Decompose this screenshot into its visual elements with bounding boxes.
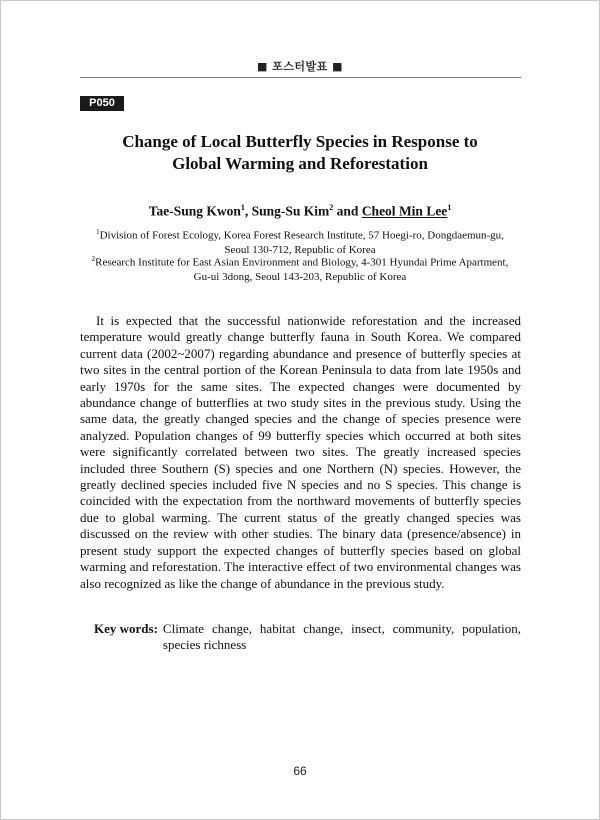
author-list	[60, 203, 540, 220]
presenting-author-name: Cheol Min Lee	[361, 203, 448, 219]
paper-title	[60, 131, 540, 175]
keywords-label: Key words:	[94, 621, 158, 636]
affiliation-text: Division of Forest Ecology, Korea Forest Research Institute, 57 Hoegi-ro, Dongdaemun-gu,	[99, 229, 504, 242]
poster-id-badge: P050	[80, 96, 124, 111]
affiliation-marker: 2	[329, 203, 334, 212]
affiliation-text: Research Institute for East Asian Environment and Biology, 4-301 Hyundai Prime Apartment,	[95, 256, 509, 269]
author-separator: ,	[244, 203, 252, 219]
abstract-paragraph: It is expected that the successful nationwide reforestation and the increased temperature would greatly change butterfly fauna in South Korea. We compared current data (2002~2007) regarding abundance and presence of butterfly species at two sites in the central portion of the Korean Peninsula to data from late 1950s and early 1970s for the same sites. The expected changes were documented by abundance change of butterflies at two study sites in the previous study. Using the same data, the greatly changed species and the change of species presence were analyzed. Population changes of 99 butterfly species which occurred at both sites were significantly correlated between two sites. The greatly increased species included three Southern (S) species and one Northern (N) species. However, the greatly declined species included five N species and no S species. This change is coincided with the expectation from the northward movements of butterfly species due to global warming. The current status of the greatly changed species was discussed on the review with other studies. The binary data (presence/absence) in present study support the expected changes of butterfly species based on global warming and reforestation. The interactive effect of two environmental changes was also recognized as like the change of abundance in the previous study.	[80, 313, 521, 591]
author-separator: and	[333, 203, 362, 219]
section-label: ■ 포스터발표 ■	[256, 60, 344, 73]
affiliation-line	[60, 252, 540, 270]
keywords-block	[94, 621, 521, 654]
page-number: 66	[293, 764, 307, 778]
author-name: Tae-Sung Kwon	[148, 203, 241, 219]
affiliation-marker: 1	[240, 203, 245, 212]
affiliation-2	[60, 252, 540, 284]
affiliation-marker: 1	[447, 203, 452, 212]
affiliation-line	[60, 225, 540, 243]
title-line-1: Change of Local Butterfly Species in Response to	[122, 132, 478, 151]
affiliation-marker: 2	[91, 255, 96, 263]
affiliation-marker: 1	[96, 228, 100, 236]
affiliation-line: Gu-ui 3dong, Seoul 143-203, Republic of Korea	[193, 270, 407, 283]
header-divider	[80, 77, 521, 78]
title-line-2: Global Warming and Reforestation	[172, 154, 428, 173]
author-name: Sung-Su Kim	[251, 203, 330, 219]
affiliation-line: Seoul 130-712, Republic of Korea	[224, 243, 376, 256]
keywords-text: Climate change, habitat change, insect, community, population, species richness	[162, 621, 521, 653]
